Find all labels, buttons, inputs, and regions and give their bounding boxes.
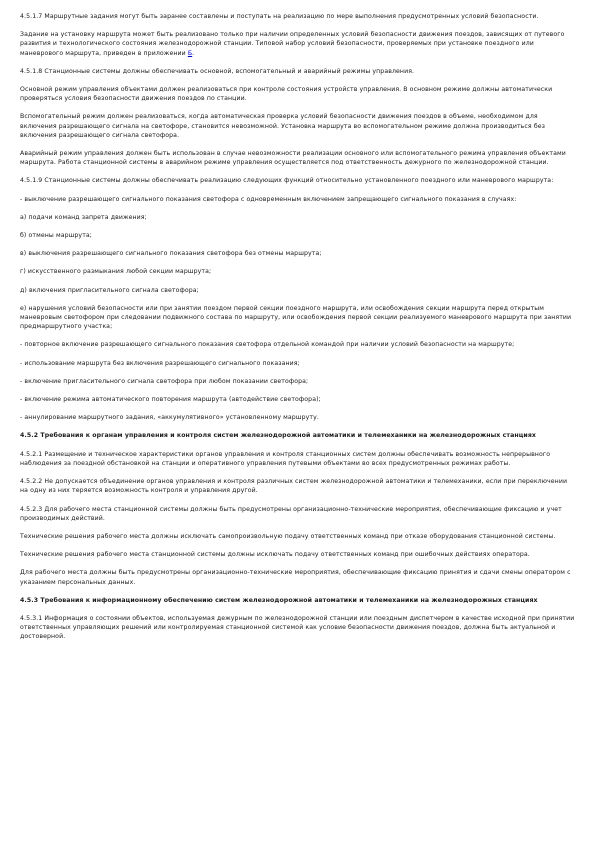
list-item-e: е) нарушения условий безопасности или при занятии поездом первой секции поездного маршрута, или освобождения секции маршрута перед открытым маневровым светофором при следовании подвижного состава по маршруту, или освобождения первой секции реализуемого маневрового маршрута при занятии предмаршрутного участка; xyxy=(20,304,572,331)
list-item-auto-repeat: - включение режима автоматического повторения маршрута (автодействие светофора); xyxy=(20,396,321,404)
list-item-v: в) выключения разрешающего сигнального показания светофора без отмены маршрута; xyxy=(20,250,322,258)
list-item-b: б) отмены маршрута; xyxy=(20,232,92,240)
list-item-repeat-signal: - повторное включение разрешающего сигнального показания светофора отдельной командой при наличии условий безопасности на маршруте; xyxy=(20,341,515,349)
paragraph-main-mode: Основной режим управления объектами должен реализоваться при контроле состояния устройств управления. В основном режиме должны автоматически проверяться условия безопасности движения поездов по станции. xyxy=(20,86,553,103)
paragraph-4-5-1-7: 4.5.1.7 Маршрутные задания могут быть заранее составлены и поступать на реализацию по мере выполнения предусмотренных условий безопасности. xyxy=(20,13,539,20)
section-heading-4-5-2: 4.5.2 Требования к органам управления и контроля систем железнодорожной автоматики и телемеханики на железнодорожных станциях xyxy=(20,432,537,440)
paragraph-4-5-2-2: 4.5.2.2 Не допускается объединение органов управления и контроля различных систем железнодорожной автоматики и телемеханики, если при переключении на одну из них теряется возможность контроля и управления другой. xyxy=(20,478,568,495)
list-item-signal-off: - выключение разрешающего сигнального показания светофора с одновременным включением запрещающего сигнального показания в случаях: xyxy=(20,195,517,203)
list-item-cancel-task: - аннулирование маршрутного задания, «аккумулятивного» установленному маршруту. xyxy=(20,414,319,422)
list-item-a: а) подачи команд запрета движения; xyxy=(20,213,147,221)
paragraph-aux-mode: Вспомогательный режим должен реализоваться, когда автоматическая проверка условий безопасности движения поездов в объеме, необходимом для включения разрешающего сигнала на светофоре, становится невозможной. Установка маршрута во вспомогательном режиме должна производиться без включения разрешающего сигнала светофора. xyxy=(20,113,546,139)
paragraph-4-5-2-1: 4.5.2.1 Размещение и техническое характеристики органов управления и контроля станционных систем должны обеспечивать возможность непрерывного наблюдения за поездной обстановкой на станции и оперативного управления путевыми объектами во всех предусмотренных режимах работы. xyxy=(20,450,551,467)
paragraph-shift-handover: Для рабочего места должны быть предусмотрены организационно-технические мероприятия, обеспечивающие фиксацию принятия и сдачи смены оператором с указанием персональных данных. xyxy=(20,569,571,586)
appendix-b-link[interactable]: Б xyxy=(187,49,193,57)
paragraph-route-task xyxy=(20,30,575,58)
paragraph-workplace-failure: Технические решения рабочего места должны исключать самопроизвольную подачу ответственных команд при отказе оборудования станционной системы. xyxy=(20,532,556,540)
paragraph-4-5-1-9: 4.5.1.9 Станционные системы должны обеспечивать реализацию следующих функций относительно установленного поездного или маневрового маршрута: xyxy=(20,177,554,185)
list-item-invite-signal: - включение пригласительного сигнала светофора при любом показании светофора; xyxy=(20,377,309,385)
list-item-route-use: - использование маршрута без включения разрешающего сигнального показания; xyxy=(20,359,300,367)
paragraph-emergency-mode: Аварийный режим управления должен быть использован в случае невозможности реализации основного или вспомогательного режима управления объектами маршрута. Работа станционной системы в аварийном режиме управления осуществляется под ответственность дежурного по железнодорожной станции. xyxy=(20,150,566,167)
document-page xyxy=(20,12,575,651)
paragraph-text-end: . xyxy=(192,49,195,57)
paragraph-4-5-1-8: 4.5.1.8 Станционные системы должны обеспечивать основной, вспомогательный и аварийный режимы управления. xyxy=(20,67,415,75)
list-item-d: д) включения пригласительного сигнала светофора; xyxy=(20,286,199,294)
paragraph-text: Задание на установку маршрута может быть реализовано только при наличии определенных условий безопасности движения поездов, зависящих от путевого развития и технологического состояния железнодорожной станции. Типовой набор условий безопасности, проверяемых при установке поездного или маневрового маршрута, приведен в приложении xyxy=(20,31,565,57)
list-item-g: г) искусственного размыкания любой секции маршрута; xyxy=(20,268,212,276)
paragraph-workplace-errors: Технические решения рабочего места станционной системы должны исключать подачу ответственных команд при ошибочных действиях оператора. xyxy=(20,551,530,559)
paragraph-4-5-3-1: 4.5.3.1 Информация о состоянии объектов, используемая дежурным по железнодорожной станции или поездным диспетчером в качестве исходной при принятии ответственных управляющих решений или контролируемая станционной системой как условие безопасности движения поездов, должна быть актуальной и достоверной. xyxy=(20,614,575,641)
paragraph-4-5-2-3: 4.5.2.3 Для рабочего места станционной системы должны быть предусмотрены организационно-технические мероприятия, обеспечивающие фиксацию и учет производимых действий. xyxy=(20,505,562,522)
section-heading-4-5-3: 4.5.3 Требования к информационному обеспечению систем железнодорожной автоматики и телемеханики на железнодорожных станциях xyxy=(20,596,538,604)
